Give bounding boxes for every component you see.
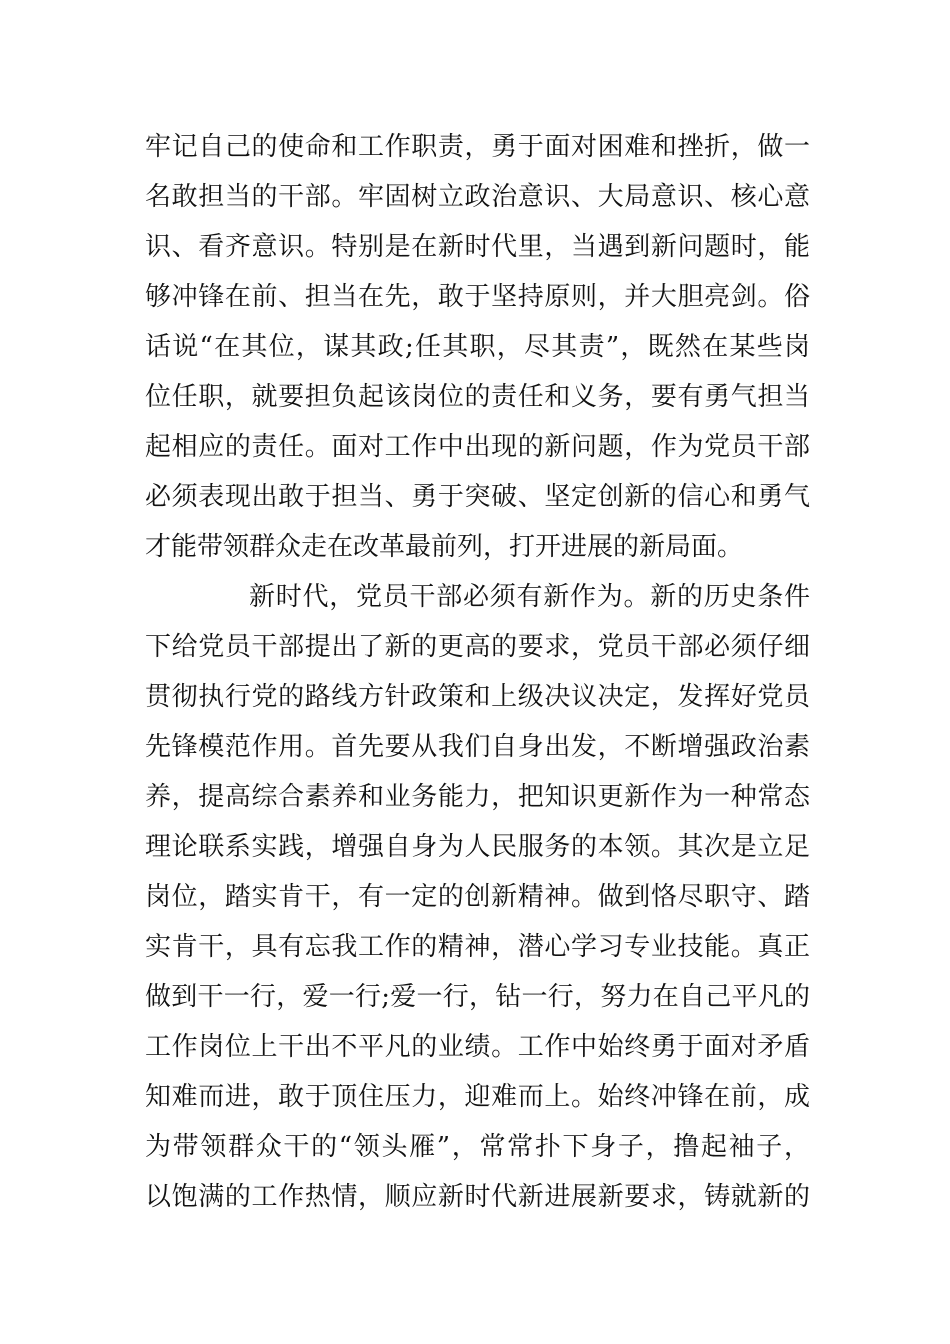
text-line: 养，提高综合素养和业务能力，把知识更新作为一种常态 [145,782,810,812]
text-line: 下给党员干部提出了新的更高的要求，党员干部必须仔细 [145,632,810,662]
text-line: 知难而进，敢于顶住压力，迎难而上。始终冲锋在前，成 [145,1082,810,1112]
paragraph-start-line: 新时代，党员干部必须有新作为。新的历史条件 [249,582,810,612]
text-line: 位任职，就要担负起该岗位的责任和义务，要有勇气担当 [145,382,810,412]
text-line: 起相应的责任。面对工作中出现的新问题，作为党员干部 [145,432,810,462]
text-line: 岗位，踏实肯干，有一定的创新精神。做到恪尽职守、踏 [145,882,810,912]
text-line: 以饱满的工作热情，顺应新时代新进展新要求，铸就新的 [145,1182,810,1212]
text-line: 才能带领群众走在改革最前列，打开进展的新局面。 [145,532,744,562]
text-line: 名敢担当的干部。牢固树立政治意识、大局意识、核心意 [145,182,810,212]
text-line: 为带领群众干的“领头雁”，常常扑下身子，撸起袖子， [145,1132,810,1162]
text-line: 必须表现出敢于担当、勇于突破、坚定创新的信心和勇气 [145,482,810,512]
body-text [145,122,810,1222]
text-line: 先锋模范作用。首先要从我们自身出发，不断增强政治素 [145,732,810,762]
text-line: 贯彻执行党的路线方针政策和上级决议决定，发挥好党员 [145,682,810,712]
text-line: 牢记自己的使命和工作职责，勇于面对困难和挫折，做一 [145,132,810,162]
text-line: 做到干一行，爱一行;爱一行，钻一行，努力在自己平凡的 [145,982,810,1012]
text-line: 够冲锋在前、担当在先，敢于坚持原则，并大胆亮剑。俗 [145,282,810,312]
text-line: 话说“在其位，谋其政;任其职，尽其责”，既然在某些岗 [145,332,810,362]
text-line: 工作岗位上干出不平凡的业绩。工作中始终勇于面对矛盾 [145,1032,810,1062]
text-line: 实肯干，具有忘我工作的精神，潜心学习专业技能。真正 [145,932,810,962]
text-line: 理论联系实践，增强自身为人民服务的本领。其次是立足 [145,832,810,862]
text-line: 识、看齐意识。特别是在新时代里，当遇到新问题时，能 [145,232,810,262]
